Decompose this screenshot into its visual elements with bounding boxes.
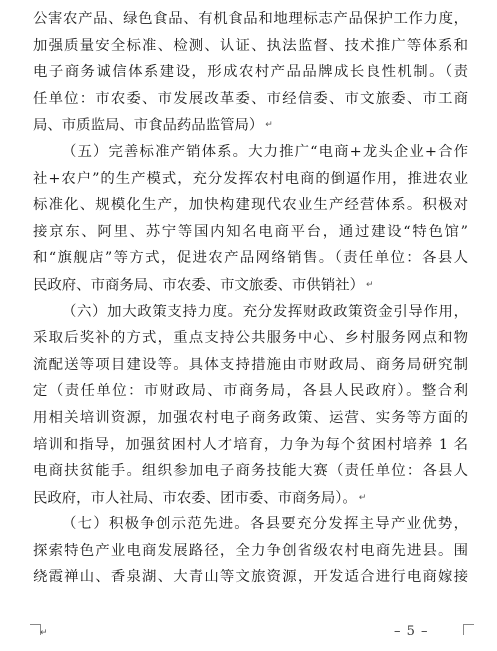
text-line: [33, 432, 468, 459]
text-line: [33, 511, 468, 538]
line-text: 接京东、阿里、苏宁等国内知名电商平台，通过建设“特色馆”: [33, 223, 468, 240]
line-text: 标准化、规模化生产，加快构建现代农业生产经营体系。积极对: [33, 197, 468, 214]
text-line: [33, 33, 468, 60]
text-line: [33, 378, 468, 405]
text-line: [33, 458, 468, 485]
line-text: 民政府、市商务局、市农委、市文旅委、市供销社）: [33, 277, 364, 294]
paragraph-mark: ↵: [265, 120, 273, 131]
text-line: [33, 325, 468, 352]
text-line: [33, 59, 468, 86]
line-text: 民政府，市人社局、市农委、团市委、市商务局）。: [33, 489, 357, 506]
line-text: 探索特色产业电商发展路径，全力争创省级农村电商先进县。围: [33, 542, 468, 559]
line-text: 电商扶贫能手。组织参加电子商务技能大赛（责任单位：各县人: [33, 463, 468, 480]
line-text: （五）完善标准产销体系。大力推广“电商+龙头企业+合作: [62, 143, 468, 160]
document-body: [33, 6, 468, 591]
text-line: [33, 299, 468, 326]
text-line: [33, 405, 468, 432]
line-text: 绕霞禅山、香泉湖、大青山等文旅资源，开发适合进行电商嫁接: [33, 569, 468, 586]
line-text: 电子商务诚信体系建设，形成农村产品品牌成长良性机制。（责: [33, 64, 468, 81]
crop-mark-bottom-right: [463, 624, 474, 635]
paragraph-mark: ↵: [366, 279, 374, 290]
line-text: 公害农产品、绿色食品、有机食品和地理标志产品保护工作力度，: [33, 11, 468, 27]
text-line: [33, 86, 468, 113]
text-line: [33, 112, 468, 139]
page-number: – 5 –: [394, 624, 429, 639]
text-line: [33, 564, 468, 591]
text-line: [33, 192, 468, 219]
line-text: 流配送等项目建设等。具体支持措施由市财政局、商务局研究制: [33, 356, 468, 373]
line-text: 和“旗舰店”等方式，促进农产品网络销售。（责任单位：各县人: [33, 250, 468, 267]
line-text: 采取后奖补的方式，重点支持公共服务中心、乡村服务网点和物: [33, 330, 468, 347]
line-text: （六）加大政策支持力度。充分发挥财政政策资金引导作用，: [62, 303, 468, 320]
line-text: 局、市质监局、市食品药品监管局）: [33, 117, 264, 134]
text-line: [33, 538, 468, 565]
text-line: [33, 139, 468, 166]
line-text: 定（责任单位：市财政局、市商务局，各县人民政府）。整合利: [33, 383, 468, 400]
line-text: （七）积极争创示范先进。各县要充分发挥主导产业优势，: [62, 516, 468, 533]
text-line: [33, 219, 468, 246]
line-text: 培训和指导，加强贫困村人才培育，力争为每个贫困村培养 1 名: [33, 436, 468, 453]
text-line: [33, 245, 468, 272]
paragraph-mark: ↵: [40, 628, 48, 638]
paragraph-mark: ↵: [358, 492, 367, 503]
line-text: 任单位：市农委、市发展改革委、市经信委、市文旅委、市工商: [33, 90, 468, 107]
text-line: [33, 166, 468, 193]
line-text: 社+农户”的生产模式，充分发挥农村电商的倒逼作用，推进农业: [33, 170, 468, 187]
text-line: [33, 352, 468, 379]
line-text: 用相关培训资源，加强农村电子商务政策、运营、实务等方面的: [33, 409, 468, 426]
text-line: [33, 272, 468, 299]
text-line: [33, 6, 468, 33]
text-line: [33, 485, 468, 512]
line-text: 加强质量安全标准、检测、认证、执法监督、技术推广等体系和: [33, 37, 468, 54]
